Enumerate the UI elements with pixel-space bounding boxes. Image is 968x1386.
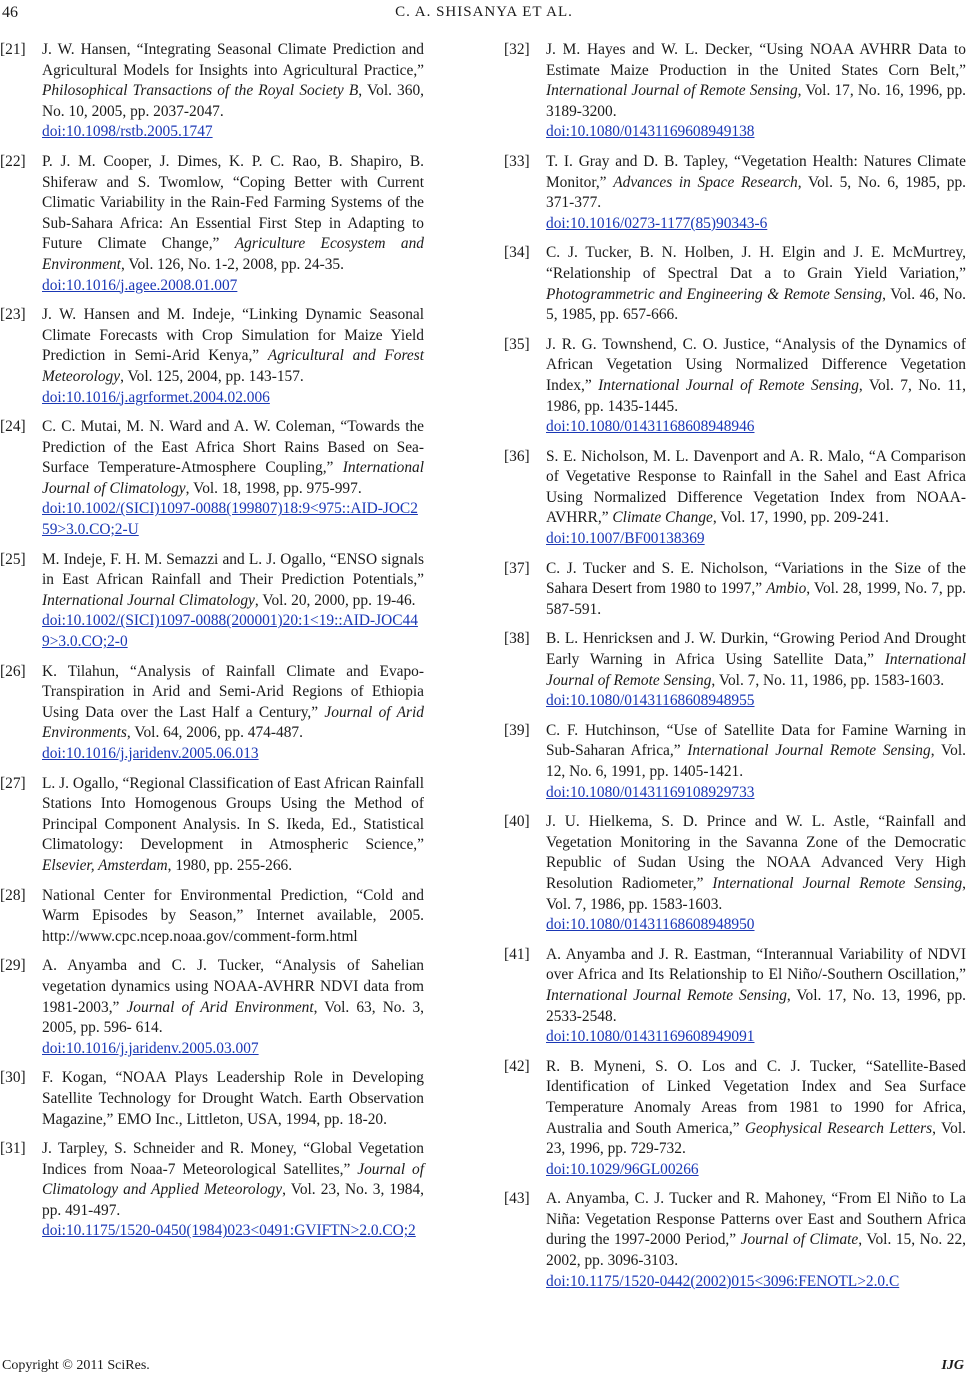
reference-number: [32] xyxy=(504,41,530,58)
reference-details: , Vol. 20, 2000, pp. 19-46. xyxy=(254,591,416,609)
doi-link[interactable]: doi:10.1007/BF00138369 xyxy=(546,530,705,548)
reference-citation: C. J. Tucker and S. E. Nicholson, “Variations in the Size of the Sahara Desert from 1980 to 1997,” xyxy=(546,559,966,598)
reference-journal: International Journal Climatology xyxy=(42,591,255,609)
doi-link[interactable]: doi:10.1002/(SICI)1097-0088(200001)20:1<19::AID-JOC449>3.0.CO;2-0 xyxy=(42,612,418,651)
reference-text xyxy=(42,886,424,948)
reference-number: [39] xyxy=(504,721,530,739)
reference-number: [21] xyxy=(0,41,26,58)
reference-text xyxy=(42,662,424,765)
reference-text xyxy=(42,956,424,1059)
reference-journal: International Journal of Remote Sensing xyxy=(546,82,798,100)
reference-number: [40] xyxy=(504,813,530,831)
reference-details: , Vol. 17, 1990, pp. 209-241. xyxy=(712,509,889,527)
doi-link[interactable]: doi:10.1098/rstb.2005.1747 xyxy=(42,123,213,141)
reference-citation: A. Anyamba and C. J. Tucker, “Analysis of Sahelian vegetation dynamics using NOAA-AVHRR NDVI data from 1981-2003,” xyxy=(42,957,424,1016)
doi-link[interactable]: doi:10.1080/01431169108929733 xyxy=(546,783,755,801)
doi-link[interactable]: doi:10.1016/j.agrformet.2004.02.006 xyxy=(42,388,270,406)
reference-details: , Vol. 7, 1986, pp. 1583-1603. xyxy=(546,874,966,913)
copyright-text: Copyright © 2011 SciRes. xyxy=(2,1358,150,1373)
reference-citation: T. I. Gray and D. B. Tapley, “Vegetation Health: Natures Climate Monitor,” xyxy=(546,152,966,191)
reference-entry xyxy=(504,559,966,621)
reference-number: [38] xyxy=(504,630,530,648)
reference-journal: Agricultural and Forest Meteorology xyxy=(42,347,424,385)
reference-entry xyxy=(504,812,966,936)
reference-journal: International Journal Remote Sensing xyxy=(712,874,963,892)
reference-entry xyxy=(0,40,424,143)
reference-entry xyxy=(0,662,424,765)
reference-journal: International Journal of Remote Sensing xyxy=(546,651,966,689)
reference-number: [35] xyxy=(504,335,530,353)
reference-citation: J. M. Hayes and W. L. Decker, “Using NOAA AVHRR Data to Estimate Maize Production in the United States Corn Belt,” xyxy=(546,41,966,79)
doi-link[interactable]: doi:10.1029/96GL00266 xyxy=(546,1160,699,1178)
reference-number: [41] xyxy=(504,945,530,963)
doi-link[interactable]: doi:10.1175/1520-0442(2002)015<3096:FENOTL>2.0.C xyxy=(546,1272,900,1290)
reference-details: , Vol. 5, No. 6, 1985, pp. 371-377. xyxy=(546,173,967,212)
reference-citation: K. Tilahun, “Analysis of Rainfall Climate and Evapo-Transpiration in Arid and Semi-Arid Regions of Ethiopia Using Data over the Last Half a Century,” xyxy=(42,662,424,721)
reference-citation: C. C. Mutai, M. N. Ward and A. W. Coleman, “Towards the Prediction of the East Africa Short Rains Based on Sea-Surface Temperature-Atmosphere Coupling,” xyxy=(42,418,424,477)
reference-number: [30] xyxy=(0,1069,26,1087)
reference-details: , 1980, pp. 255-266. xyxy=(167,856,293,874)
reference-number: [37] xyxy=(504,559,530,577)
reference-citation: A. Anyamba and J. R. Eastman, “Interannual Variability of NDVI over Africa and Its Relationship to El Niño/-Southern Oscillation,” xyxy=(546,945,966,984)
reference-journal: International Journal of Remote Sensing xyxy=(598,376,859,394)
reference-details: , Vol. 7, No. 11, 1986, pp. 1435-1445. xyxy=(546,376,966,415)
doi-link[interactable]: doi:10.1016/0273-1177(85)90343-6 xyxy=(546,214,768,232)
reference-journal: International Journal Remote Sensing xyxy=(687,742,931,760)
reference-entry xyxy=(0,956,424,1059)
doi-link[interactable]: doi:10.1175/1520-0450(1984)023<0491:GVIFTN>2.0.CO;2 xyxy=(42,1222,416,1240)
reference-journal: Elsevier, Amsterdam xyxy=(42,856,168,874)
reference-details: , Vol. 360, No. 10, 2005, pp. 2037-2047. xyxy=(42,82,424,120)
reference-text xyxy=(42,417,424,541)
reference-details: , Vol. 64, 2006, pp. 474-487. xyxy=(126,724,303,742)
reference-entry xyxy=(0,152,424,296)
reference-details: , Vol. 63, No. 3, 2005, pp. 596- 614. xyxy=(42,998,424,1037)
reference-entry xyxy=(0,886,424,948)
reference-text xyxy=(546,335,966,438)
doi-link[interactable]: doi:10.1002/(SICI)1097-0088(199807)18:9<975::AID-JOC259>3.0.CO;2-U xyxy=(42,500,418,539)
reference-number: [26] xyxy=(0,662,26,680)
reference-details: , Vol. 17, No. 16, 1996, pp. 3189-3200. xyxy=(546,82,966,120)
reference-journal: Journal of Climate xyxy=(740,1231,859,1249)
doi-link[interactable]: doi:10.1016/j.jaridenv.2005.03.007 xyxy=(42,1039,259,1057)
doi-link[interactable]: doi:10.1016/j.agee.2008.01.007 xyxy=(42,276,238,294)
reference-details: , Vol. 15, No. 22, 2002, pp. 3096-3103. xyxy=(546,1231,967,1270)
reference-entry xyxy=(504,335,966,438)
reference-number: [25] xyxy=(0,550,26,568)
reference-number: [43] xyxy=(504,1190,530,1208)
reference-details: , Vol. 125, 2004, pp. 143-157. xyxy=(120,367,304,385)
reference-citation: National Center for Environmental Prediction, “Cold and Warm Episodes by Season,” Internet available, 2005. http://www.cpc.ncep.noaa.gov/comment-form.html xyxy=(42,886,424,945)
reference-journal: International Journal Remote Sensing xyxy=(546,986,787,1004)
reference-journal: Geophysical Research Letters xyxy=(744,1119,933,1137)
reference-text xyxy=(42,774,424,877)
reference-citation: P. J. M. Cooper, J. Dimes, K. P. C. Rao, B. Shapiro, B. Shiferaw and S. Twomlow, “Coping Better with Current Climatic Variability in the Rain-Fed Farming Systems of the Sub-Sahara Africa: An Essential First Step in Adapting to Future Climate Change,” xyxy=(42,152,424,253)
reference-details: , Vol. 23, No. 3, 1984, pp. 491-497. xyxy=(42,1181,424,1219)
reference-number: [28] xyxy=(0,886,26,904)
reference-citation: J. Tarpley, S. Schneider and R. Money, “Global Vegetation Indices from Noaa-7 Meteorological Satellites,” xyxy=(42,1140,424,1178)
reference-journal: Philosophical Transactions of the Royal Society B xyxy=(42,82,359,100)
reference-citation: L. J. Ogallo, “Regional Classification of East African Rainfall Stations Into Homogenous Groups Using the Method of Principal Component Analysis. In S. Ikeda, Ed., Statistical Climatology: Development in Atmospheric Science,” xyxy=(42,774,424,854)
reference-text xyxy=(42,305,424,408)
reference-details: , Vol. 18, 1998, pp. 975-997. xyxy=(185,479,362,497)
reference-journal: Advances in Space Research xyxy=(613,173,798,191)
reference-journal: Journal of Arid Environments xyxy=(42,703,424,742)
reference-citation: J. U. Hielkema, S. D. Prince and W. L. Astle, “Rainfall and Vegetation Monitoring in the Savanna Zone of the Democratic Republic of Sudan Using the NOAA Advanced Very High Resolution Radiometer,” xyxy=(546,813,966,892)
page-number: 46 xyxy=(2,4,18,21)
reference-number: [31] xyxy=(0,1140,26,1158)
reference-text xyxy=(546,243,966,325)
doi-link[interactable]: doi:10.1080/01431169608949091 xyxy=(546,1028,755,1046)
reference-citation: C. J. Tucker, B. N. Holben, J. H. Elgin and J. E. McMurtrey, “Relationship of Spectral Dat a to Grain Yield Variation,” xyxy=(546,244,966,282)
reference-citation: S. E. Nicholson, M. L. Davenport and A. R. Malo, “A Comparison of Vegetative Response to Rainfall in the Sahel and East Africa Using Normalized Difference Vegetation Index from NOAA-AVHRR,” xyxy=(546,447,966,527)
reference-text xyxy=(42,550,424,653)
reference-details: , Vol. 17, No. 13, 1996, pp. 2533-2548. xyxy=(546,986,967,1025)
reference-number: [29] xyxy=(0,957,26,975)
reference-text xyxy=(546,1189,966,1292)
reference-citation: A. Anyamba, C. J. Tucker and R. Mahoney, “From El Niño to La Niña: Vegetation Response Patterns over East and Southern Africa during the 1997-2000 Period,” xyxy=(546,1190,966,1249)
left-column xyxy=(0,40,424,1251)
reference-entry xyxy=(0,774,424,877)
reference-journal: Journal of Arid Environment xyxy=(126,998,314,1016)
reference-number: [27] xyxy=(0,774,26,792)
reference-entry xyxy=(504,447,966,550)
reference-number: [42] xyxy=(504,1057,530,1075)
reference-entry xyxy=(504,629,966,711)
reference-text xyxy=(546,1057,966,1181)
journal-abbrev: IJG xyxy=(941,1358,964,1373)
reference-number: [22] xyxy=(0,152,26,170)
doi-link[interactable]: doi:10.1080/01431168608948946 xyxy=(546,418,755,436)
reference-text xyxy=(42,1139,424,1242)
reference-number: [36] xyxy=(504,447,530,465)
reference-text xyxy=(546,447,966,550)
reference-entry xyxy=(504,152,966,234)
reference-entry xyxy=(0,550,424,653)
reference-journal: Photogrammetric and Engineering & Remote Sensing xyxy=(546,285,883,303)
reference-number: [24] xyxy=(0,418,26,436)
doi-link[interactable]: doi:10.1080/01431168608948955 xyxy=(546,692,755,710)
reference-entry xyxy=(0,417,424,541)
right-column xyxy=(504,40,966,1301)
doi-link[interactable]: doi:10.1080/01431169608949138 xyxy=(546,123,755,141)
reference-entry xyxy=(0,305,424,408)
reference-text xyxy=(42,152,424,296)
reference-entry xyxy=(504,40,966,143)
reference-citation: J. W. Hansen and M. Indeje, “Linking Dynamic Seasonal Climate Forecasts with Crop Simulation for Maize Yield Prediction in Semi-Arid Kenya,” xyxy=(42,306,424,365)
reference-entry xyxy=(504,1057,966,1181)
running-title: C. A. SHISANYA ET AL. xyxy=(395,4,573,20)
reference-journal: International Journal of Climatology xyxy=(42,459,424,497)
reference-citation: J. W. Hansen, “Integrating Seasonal Climate Prediction and Agricultural Models for Insights into Agricultural Practice,” xyxy=(42,41,424,79)
reference-text xyxy=(546,812,966,936)
reference-details: , Vol. 23, 1996, pp. 729-732. xyxy=(546,1119,966,1158)
reference-journal: Climate Change xyxy=(612,509,713,527)
reference-entry xyxy=(0,1068,424,1130)
reference-citation: C. F. Hutchinson, “Use of Satellite Data for Famine Warning in Sub-Saharan Africa,” xyxy=(546,721,966,760)
reference-number: [33] xyxy=(504,152,530,170)
reference-number: [23] xyxy=(0,306,26,324)
reference-details: , Vol. 7, No. 11, 1986, pp. 1583-1603. xyxy=(711,671,945,689)
reference-text xyxy=(546,559,966,621)
reference-entry xyxy=(504,721,966,803)
reference-details: , Vol. 46, No. 5, 1985, pp. 657-666. xyxy=(546,285,966,324)
reference-citation: F. Kogan, “NOAA Plays Leadership Role in Developing Satellite Technology for Drought Watch. Earth Observation Magazine,” EMO Inc., Littleton, USA, 1994, pp. 18-20. xyxy=(42,1069,424,1128)
reference-entry xyxy=(504,945,966,1048)
reference-text xyxy=(42,1068,424,1130)
doi-link[interactable]: doi:10.1080/01431168608948950 xyxy=(546,916,755,934)
reference-citation: B. L. Henricksen and J. W. Durkin, “Growing Period And Drought Early Warning in Africa Using Satellite Data,” xyxy=(546,630,966,669)
doi-link[interactable]: doi:10.1016/j.jaridenv.2005.06.013 xyxy=(42,745,259,762)
reference-details: , Vol. 28, 1999, No. 7, pp. 587-591. xyxy=(546,580,966,618)
reference-citation: J. R. G. Townshend, C. O. Justice, “Analysis of the Dynamics of African Vegetation Using Normalized Difference Vegetation Index,” xyxy=(546,335,966,394)
reference-text xyxy=(546,721,966,803)
reference-journal: Agriculture Ecosystem and Environment xyxy=(42,235,424,273)
reference-citation: R. B. Myneni, S. O. Los and C. J. Tucker, “Satellite-Based Identification of Linked Vegetation Index and Sea Surface Temperature Anomaly Areas from 1981 to 1990 for Africa, Australia and South America,” xyxy=(546,1057,966,1137)
page-footer xyxy=(0,1358,968,1380)
reference-details: , Vol. 126, No. 1-2, 2008, pp. 24-35. xyxy=(120,255,344,273)
reference-details: , Vol. 12, No. 6, 1991, pp. 1405-1421. xyxy=(546,742,966,780)
reference-journal: Journal of Climatology and Applied Meteorology xyxy=(42,1160,424,1199)
reference-text xyxy=(546,629,966,711)
reference-text xyxy=(546,40,966,143)
reference-entry xyxy=(0,1139,424,1242)
page-header xyxy=(0,0,968,24)
reference-text xyxy=(42,40,424,143)
reference-text xyxy=(546,152,966,234)
reference-citation: M. Indeje, F. H. M. Semazzi and L. J. Ogallo, “ENSO signals in East African Rainfall and Their Prediction Potentials,” xyxy=(42,550,424,589)
reference-text xyxy=(546,945,966,1048)
reference-journal: Ambio xyxy=(766,580,807,598)
reference-number: [34] xyxy=(504,244,530,262)
reference-entry xyxy=(504,1189,966,1292)
reference-entry xyxy=(504,243,966,325)
